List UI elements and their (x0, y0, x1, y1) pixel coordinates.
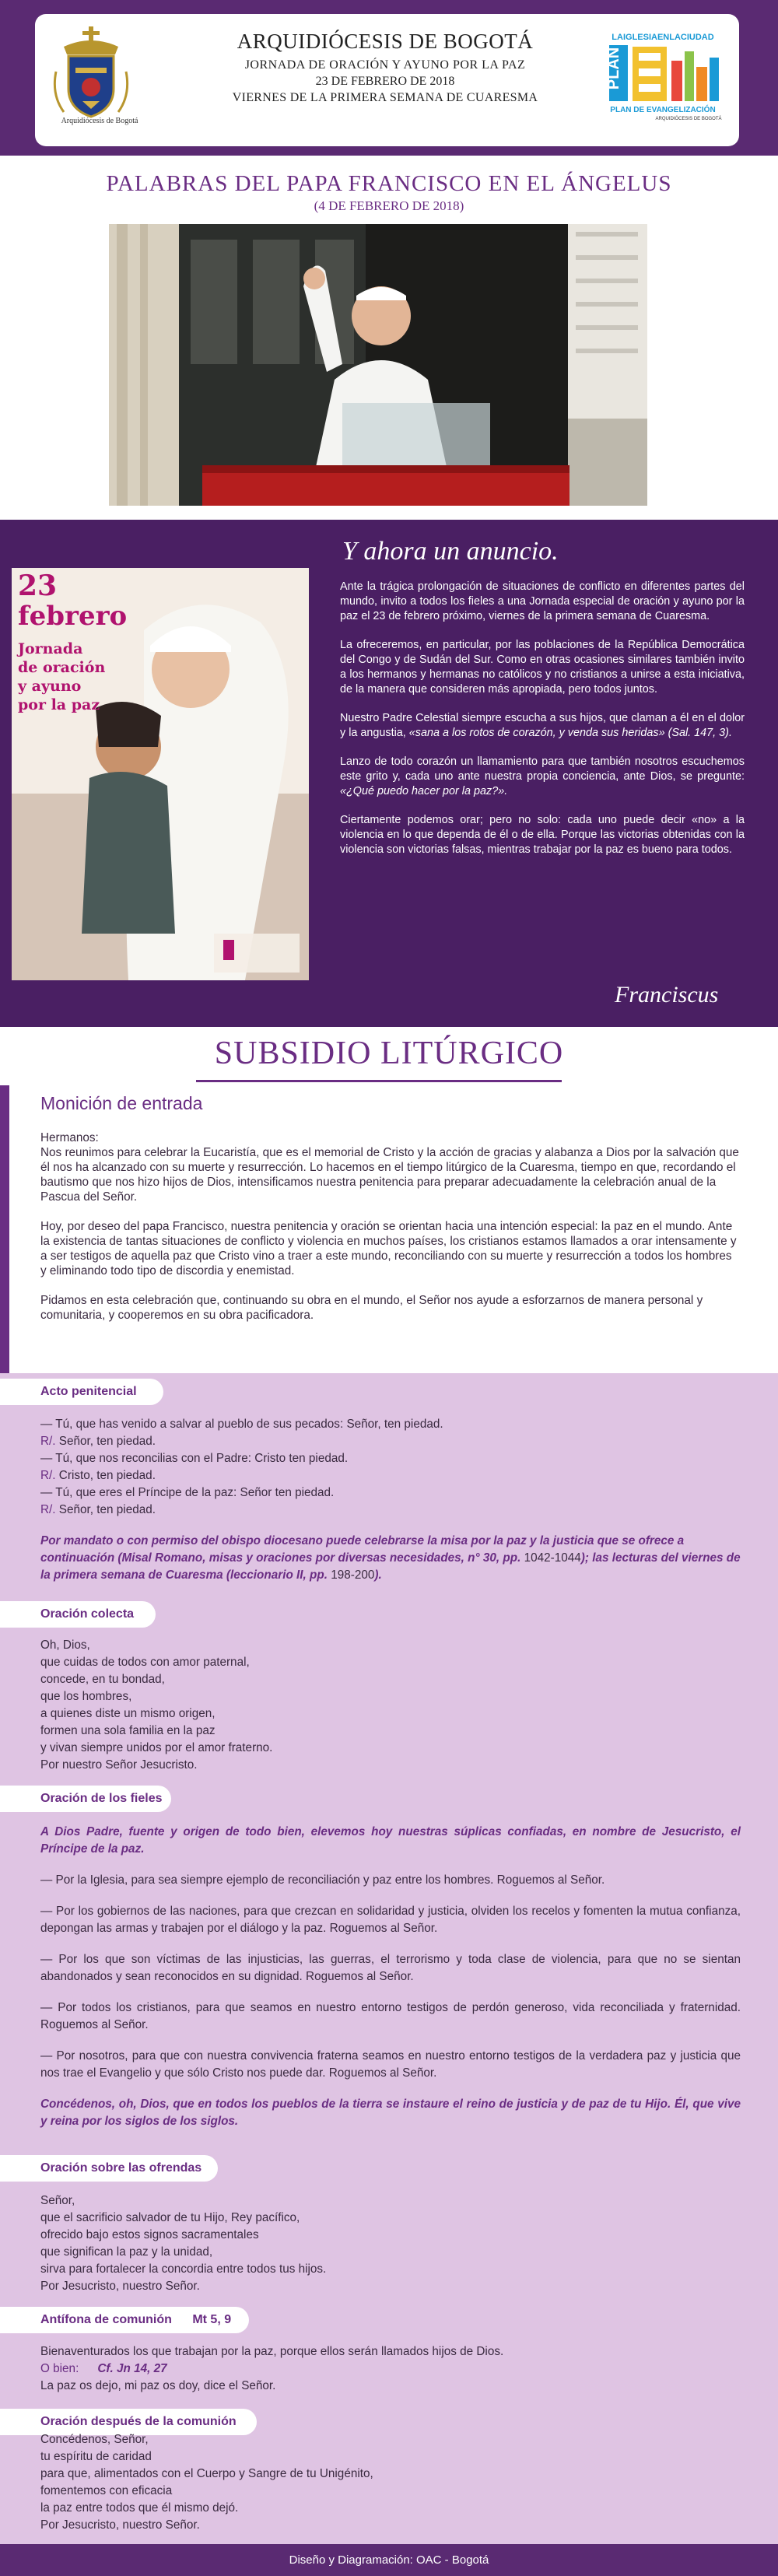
announce-p4-text: Lanzo de todo corazón un llamamiento para que también nosotros escuchemos este grito y, cada uno ante nuestra propia conciencia, ante Dios, se pregunte: (340, 755, 745, 783)
rubric-pages-b: 198-200 (331, 1568, 375, 1582)
header-title: ARQUIDIÓCESIS DE BOGOTÁ (237, 30, 534, 53)
crest-caption: Arquidiócesis de Bogotá (61, 117, 138, 125)
tab-oracion-ofrendas: Oración sobre las ofrendas (0, 2155, 218, 2182)
ofrendas-line: ofrecido bajo estos signos sacramentales (40, 2228, 259, 2241)
announce-p3-text: Nuestro Padre Celestial siempre escucha a sus hijos, que claman a él en el dolor y la angustia, (340, 712, 745, 739)
tab-oracion-colecta: Oración colecta (0, 1601, 156, 1628)
colecta-line: Por nuestro Señor Jesucristo. (40, 1758, 198, 1772)
tab-acto-penitencial: Acto penitencial (0, 1379, 163, 1405)
tab-oracion-fieles: Oración de los fieles (0, 1786, 171, 1812)
poster-caption (18, 640, 105, 714)
acto-response-1 (40, 1433, 741, 1450)
acto-response-3 (40, 1502, 741, 1519)
tab-oracion-despues-comunion: Oración después de la comunión (0, 2409, 257, 2435)
ofrendas-body (40, 2192, 741, 2295)
fieles-petition-5: — Por nosotros, para que con nuestra convivencia fraterna seamos en nuestro entorno testigos de la verdadera paz y justicia que nos trae el Evangelio y que sólo Cristo nos puede dar. Roguemos al Señor. (40, 2049, 741, 2080)
plan-logo-sub-text: ARQUIDIÓCESIS DE BOGOTÁ (655, 117, 722, 121)
antifona-label: Antífona de comunión (40, 2313, 172, 2326)
acto-penitencial-body (40, 1416, 741, 1593)
announce-paragraph-4 (340, 755, 745, 799)
despues-line: tu espíritu de caridad (40, 2450, 152, 2463)
jornada-poster (12, 568, 309, 980)
despues-line: la paz entre todos que él mismo dejó. (40, 2501, 239, 2515)
despues-line: Concédenos, Señor, (40, 2433, 149, 2446)
plan-logo-top-text: LAIGLESIAENLACIUDAD (612, 33, 714, 42)
monicion-side-bar (0, 1085, 9, 1373)
plan-evangelizacion-logo (603, 30, 724, 123)
subsidio-title: SUBSIDIO LITÚRGICO (214, 1036, 564, 1071)
colecta-line: y vivan siempre unidos por el amor fraterno. (40, 1741, 273, 1754)
announce-paragraph-3 (340, 711, 745, 741)
rubric-text-c: ). (374, 1568, 382, 1582)
plan-logo-word: PLAN (605, 47, 622, 90)
header-text (179, 30, 591, 105)
response-marker: R/. (40, 1503, 56, 1516)
colecta-body (40, 1637, 741, 1774)
response-text: Cristo, ten piedad. (55, 1469, 156, 1482)
plan-logo-bottom-text: PLAN DE EVANGELIZACIÓN (610, 106, 716, 114)
antifona-line-1: Bienaventurados los que trabajan por la paz, porque ellos serán llamados hijos de Dios. (40, 2345, 504, 2358)
acto-response-2 (40, 1467, 741, 1484)
colecta-line: Oh, Dios, (40, 1638, 90, 1652)
tab-antifona-comunion (0, 2307, 249, 2333)
colecta-line: que los hombres, (40, 1690, 132, 1703)
response-text: Señor, ten piedad. (55, 1503, 156, 1516)
header-line-date: 23 DE FEBRERO DE 2018 (315, 75, 455, 88)
header-line-viernes: VIERNES DE LA PRIMERA SEMANA DE CUARESMA (232, 91, 538, 104)
colecta-line: formen una sola familia en la paz (40, 1724, 216, 1737)
poster-line-3: y ayuno (18, 678, 82, 695)
ofrendas-line: Por Jesucristo, nuestro Señor. (40, 2280, 200, 2293)
poster-line-1: Jornada (18, 640, 83, 657)
ofrendas-line: que significan la paz y la unidad, (40, 2245, 213, 2259)
fieles-petition-2: — Por los gobiernos de las naciones, para que crezcan en solidaridad y justicia, olviden los recelos y fomenten la mutua confianza, depongan las armas y trabajen por el diálogo y la paz. Roguemos al Señor. (40, 1905, 741, 1935)
colecta-line: a quienes diste un mismo origen, (40, 1707, 216, 1720)
fieles-closing: Concédenos, oh, Dios, que en todos los pueblos de la tierra se instaure el reino de justicia y de paz de tu Hijo. Él, que vive y reina por los siglos de los siglos. (40, 2098, 741, 2128)
despues-line: Por Jesucristo, nuestro Señor. (40, 2518, 200, 2532)
footer (0, 2544, 778, 2576)
archdiocese-crest-logo (48, 25, 134, 130)
ofrendas-line: Señor, (40, 2194, 75, 2207)
antifona-body (40, 2343, 741, 2395)
antifona-reference: Mt 5, 9 (192, 2313, 232, 2326)
fieles-petition-1: — Por la Iglesia, para sea siempre ejemplo de reconciliación y paz entre los hombres. Roguemos al Señor. (40, 1873, 605, 1887)
obien-label: O bien: (40, 2362, 79, 2375)
announce-body (340, 580, 745, 871)
poster-line-4: por la paz (18, 696, 100, 713)
announce-heading: Y ahora un anuncio. (342, 537, 559, 566)
palabras-title: PALABRAS DEL PAPA FRANCISCO EN EL ÁNGELUS (106, 171, 672, 196)
fieles-intro: A Dios Padre, fuente y origen de todo bien, elevemos hoy nuestras súplicas confiadas, en nombre de Jesucristo, el Príncipe de la paz. (40, 1825, 741, 1856)
poster-line-2: de oración (18, 659, 106, 676)
monicion-paragraph-2: Hoy, por deseo del papa Francisco, nuestra penitencia y oración se orientan hacia una intención especial: la paz en el mundo. Ante la existencia de tantas situaciones de conflicto y violencia en muchos países, los cristianos estamos llamados a orar intensamente y a ser testigos de aquella paz que Cristo vino a traer a este mundo, reconciliando con su muerte y resurrección a todos los hombres y eliminando todo tipo de discordia y enemistad. (40, 1220, 737, 1277)
fieles-body (40, 1824, 741, 2140)
monicion-greeting: Hermanos: (40, 1131, 99, 1144)
ofrendas-line: sirva para fortalecer la concordia entre todos tus hijos. (40, 2262, 327, 2276)
announce-paragraph-5: Ciertamente podemos orar; pero no solo: cada uno puede decir «no» a la violencia en lo que dependa de él o de ella. Porque las victorias obtenidas con la violencia son victorias falsas, mientras trabajar por la paz es bueno para todos. (340, 814, 745, 856)
despues-line: fomentemos con eficacia (40, 2484, 173, 2497)
announce-p3-quote: «sana a los rotos de corazón, y venda sus heridas» (Sal. 147, 3). (408, 727, 732, 739)
monicion-paragraph-1: Nos reunimos para celebrar la Eucaristía, que es el memorial de Cristo y la acción de gracias y alabanza a Dios por la salvación que él nos ha alcanzado con su muerte y resurrección. Lo hacemos en el tiempo litúrgico de la Cuaresma, tiempo en que, recordando el bautismo que nos hizo hijos de Dios, intensificamos nuestra penitencia para preparar adecuadamente la celebración anual de la Pascua del Señor. (40, 1146, 739, 1204)
acto-line-1: — Tú, que has venido a salvar al pueblo de sus pecados: Señor, ten piedad. (40, 1418, 443, 1431)
franciscus-signature: Franciscus (615, 982, 719, 1008)
acto-line-2: — Tú, que nos reconcilias con el Padre: Cristo ten piedad. (40, 1452, 349, 1465)
announce-paragraph-1: Ante la trágica prolongación de situaciones de conflicto en diferentes partes del mundo, invito a todos los fieles a una Jornada especial de oración y ayuno por la paz el 23 de febrero próximo, viernes de la primera semana de Cuaresma. (340, 580, 745, 622)
poster-day: 23 (18, 570, 58, 602)
acto-line-3: — Tú, que eres el Príncipe de la paz: Señor ten piedad. (40, 1486, 335, 1499)
announce-paragraph-2: La ofreceremos, en particular, por las poblaciones de la República Democrática del Congo y de Sudán del Sur. Como en otras ocasiones similares también invito a los hermanos y hermanas no católicos y no cristianos a unirse a esta iniciativa, de la manera que consideren más apropiada, pero todos juntos. (340, 639, 745, 696)
response-text: Señor, ten piedad. (55, 1435, 156, 1448)
poster-month: febrero (18, 601, 128, 632)
response-marker: R/. (40, 1469, 56, 1482)
header-line-jornada: JORNADA DE ORACIÓN Y AYUNO POR LA PAZ (244, 58, 526, 72)
pope-angelus-photo (109, 224, 647, 506)
antifona-line-2: La paz os dejo, mi paz os doy, dice el Señor. (40, 2379, 276, 2392)
rubric-text-b: ); las lecturas del viernes de la primera semana de Cuaresma (leccionario II, pp. (40, 1551, 741, 1582)
footer-credit: Diseño y Diagramación: OAC - Bogotá (289, 2553, 489, 2567)
alternative-reference: Cf. Jn 14, 27 (97, 2362, 167, 2375)
colecta-line: concede, en tu bondad, (40, 1673, 165, 1686)
fieles-petition-4: — Por todos los cristianos, para que seamos en nuestro entorno testigos de perdón generoso, vida reconciliada y fraternidad. Roguemos al Señor. (40, 2001, 741, 2031)
response-marker: R/. (40, 1435, 56, 1448)
despues-line: para que, alimentados con el Cuerpo y Sangre de tu Unigénito, (40, 2467, 373, 2480)
subsidio-underline (196, 1080, 562, 1082)
palabras-subtitle: (4 DE FEBRERO DE 2018) (314, 198, 464, 213)
monicion-body (40, 1130, 741, 1337)
monicion-title: Monición de entrada (40, 1093, 203, 1113)
acto-rubric-note (40, 1533, 741, 1584)
announce-p4-quote: «¿Qué puedo hacer por la paz?». (340, 785, 508, 797)
despues-body (40, 2431, 741, 2534)
rubric-text-a: Por mandato o con permiso del obispo diocesano puede celebrarse la misa por la paz y la justicia que se ofrece a continuación (Misal Romano, misas y oraciones por diversas necesidades, n° 30, pp. (40, 1534, 685, 1565)
colecta-line: que cuidas de todos con amor paternal, (40, 1656, 250, 1669)
ofrendas-line: que el sacrificio salvador de tu Hijo, Rey pacífico, (40, 2211, 300, 2224)
antifona-alternative (40, 2360, 741, 2378)
rubric-pages-a: 1042-1044 (524, 1551, 581, 1565)
monicion-paragraph-3: Pidamos en esta celebración que, continuando su obra en el mundo, el Señor nos ayude a esforzarnos de manera personal y comunitaria, y cooperemos en su obra pacificadora. (40, 1294, 703, 1322)
fieles-petition-3: — Por los que son víctimas de las injusticias, las guerras, el terrorismo y toda clase de violencia, para que no se sientan abandonados y sean reconocidos en su dignidad. Roguemos al Señor. (40, 1953, 741, 1983)
